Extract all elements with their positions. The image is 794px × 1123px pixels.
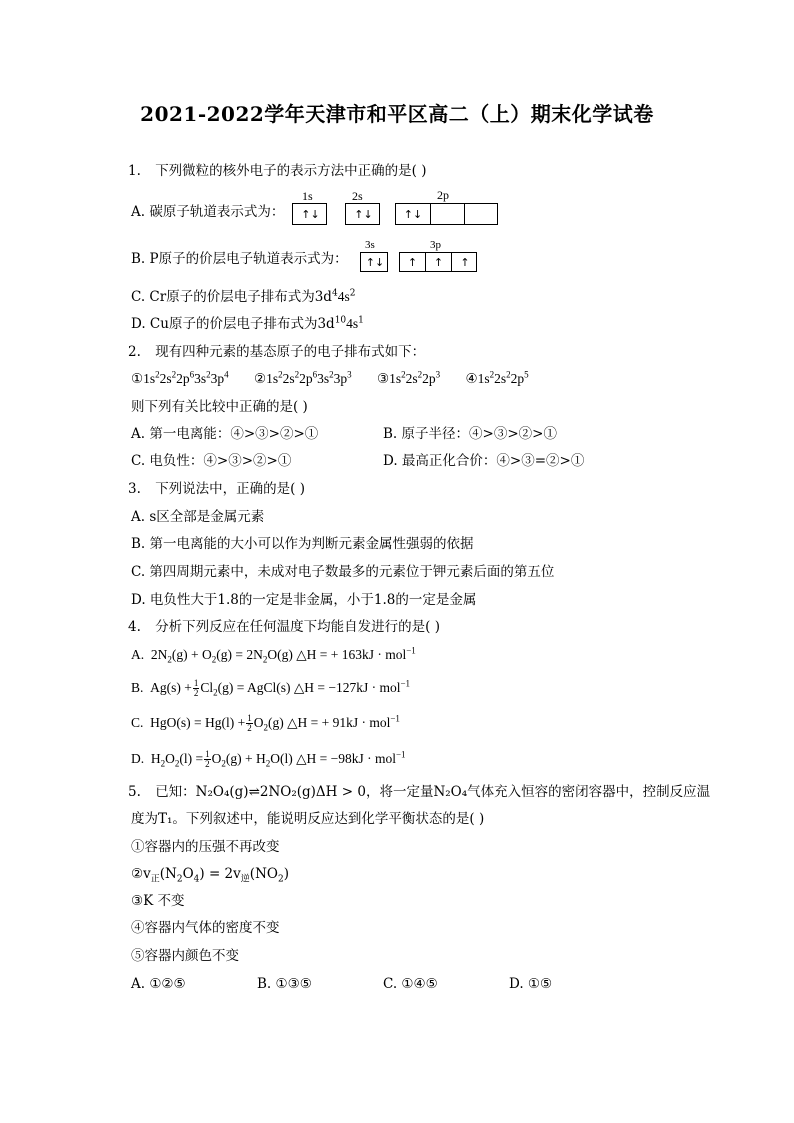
q5-s2-f: ) (283, 866, 289, 882)
q2-c3-s3: 3 (435, 369, 441, 380)
q1-b-arrows-3p-3: ↑ (460, 255, 470, 269)
q1-a-arrows-1s: ↑↓ (301, 207, 320, 221)
q2-option-a: A. 第一电离能：④>③>②>① (131, 426, 319, 442)
q5-s2-e: (NO (249, 866, 278, 882)
q5-s2-a: ②v (131, 866, 151, 882)
q4-c-t1: HgO(s) = Hg(l) + (150, 715, 246, 730)
q5-statement-2 (131, 865, 289, 883)
q2-c2-3s: 3s (317, 371, 330, 386)
q5-option-b: B. ①③⑤ (257, 976, 312, 992)
q4-d-t1: H (150, 751, 161, 766)
q1-b-label-3p: 3p (430, 239, 441, 251)
q2-config-3 (377, 371, 440, 386)
q1-d-text: D. Cu原子的价层电子排布式为3d (131, 316, 335, 332)
q1-a-label-2s: 2s (352, 189, 363, 203)
q4-a-t3: (g) = 2N (216, 647, 263, 662)
q4-b-sup: −1 (400, 678, 411, 689)
q4-b-fraction (193, 679, 200, 698)
q5-statement-5: ⑤容器内颜色不变 (131, 948, 239, 964)
q1-c-sup2: 2 (349, 288, 356, 299)
q4-a-sub1: 2 (167, 654, 172, 665)
q4-d-sup: −1 (395, 749, 406, 760)
q5-s2-sub4: 逆 (240, 874, 250, 885)
q4-d-sub4: 2 (265, 758, 271, 769)
q4-a-t2: (g) + O (171, 647, 212, 662)
q4-d-sub3: 2 (221, 758, 226, 769)
q4-b-t3: (g) = AgCl(s) △H = −127kJ · mol (217, 680, 401, 695)
q1-a-orbital-2s (345, 203, 380, 225)
q2-c2-s3: 6 (312, 369, 318, 380)
q4-d-sub1: 2 (160, 758, 166, 769)
q4-d-t3: (l) = (179, 751, 204, 766)
q3-number: 3. (128, 481, 141, 497)
q1-a-label-2p: 2p (437, 188, 449, 202)
q2-c4: ④1s (465, 371, 490, 386)
q4-a-sub2: 2 (211, 654, 217, 665)
q3-stem-text: 下列说法中，正确的是( ) (155, 481, 306, 497)
q1-a-arrows-2s: ↑↓ (354, 207, 373, 221)
q4-b-label: B. (131, 680, 144, 695)
q4-option-b (131, 679, 410, 698)
q1-d-sup1: 10 (334, 315, 347, 326)
q3-stem (128, 480, 305, 498)
q2-c2-2p: 2p (299, 371, 313, 386)
q4-a-sub3: 2 (262, 654, 268, 665)
q1-a-empty-2p-1 (431, 204, 465, 224)
q5-s2-sub3: 4 (193, 874, 200, 885)
q1-a-empty-2p-2 (465, 204, 499, 224)
q4-d-label: D. (131, 751, 145, 766)
q4-d-frac-num: 1 (205, 749, 210, 760)
q3-option-c: C. 第四周期元素中，未成对电子数最多的元素位于钾元素后面的第五位 (131, 564, 555, 580)
q1-option-b: B. P原子的价层电子轨道表示式为： (131, 251, 348, 267)
q2-c1-2s: 2s (159, 371, 172, 386)
q1-b-arrows-3s: ↑↓ (365, 255, 385, 269)
q1-option-c (131, 288, 355, 306)
q2-c2-s4: 2 (329, 369, 334, 380)
q2-c2-s5: 3 (347, 369, 352, 380)
q5-s2-c: O (182, 866, 194, 882)
q2-c3: ③1s (377, 371, 402, 386)
q4-option-c (131, 714, 400, 733)
q2-c3-2p: 2p (422, 371, 436, 386)
q2-c4-s2: 2 (506, 369, 511, 380)
q2-c2-3p: 3p (333, 371, 348, 386)
q2-ask: 则下列有关比较中正确的是( ) (131, 399, 308, 415)
q2-stem (128, 343, 425, 361)
q5-option-a: A. ①②⑤ (131, 976, 186, 992)
q2-c4-2s: 2s (494, 371, 507, 386)
q2-c1-s1: 2 (155, 369, 160, 380)
q5-option-d: D. ①⑤ (509, 976, 553, 992)
q5-s2-b: (N (159, 866, 177, 882)
q2-c2: ②1s (254, 371, 279, 386)
q2-number: 2. (128, 344, 141, 360)
q4-c-sup: −1 (390, 713, 400, 724)
q4-b-t2: Cl (200, 680, 214, 695)
q2-c1-2p: 2p (176, 371, 190, 386)
q2-configs (131, 370, 529, 388)
q1-b-label-3s: 3s (365, 239, 375, 251)
q4-a-label: A. (131, 647, 145, 662)
q2-config-1 (131, 371, 229, 386)
q5-number: 5. (128, 784, 141, 800)
q2-config-2 (254, 371, 352, 386)
q4-c-t2: O (253, 715, 264, 730)
q4-number: 4. (128, 619, 141, 635)
q4-a-t4: O(g) △H = + 163kJ · mol (267, 647, 407, 662)
q1-c-sup1: 4 (331, 288, 338, 299)
q4-c-frac-num: 1 (247, 713, 252, 724)
q2-c3-2s: 2s (405, 371, 418, 386)
q4-d-fraction (204, 750, 211, 769)
q1-a-label-1s: 1s (302, 189, 313, 203)
q3-option-d: D. 电负性大于1.8的一定是非金属，小于1.8的一定是金属 (131, 592, 477, 608)
q3-option-b: B. 第一电离能的大小可以作为判断元素金属性强弱的依据 (131, 536, 474, 552)
q3-option-a: A. s区全部是金属元素 (131, 509, 265, 525)
q5-option-c: C. ①④⑤ (383, 976, 438, 992)
q1-b-orbital-3s (360, 252, 388, 272)
q4-d-frac-den: 2 (205, 759, 210, 770)
q1-d-sup2: 1 (358, 315, 364, 326)
q5-statement-1: ①容器内的压强不再改变 (131, 839, 280, 855)
q2-c1-3p: 3p (210, 371, 225, 386)
q2-c4-s3: 5 (524, 369, 529, 380)
q4-d-t4: O (211, 751, 222, 766)
q2-c1: ①1s (131, 371, 156, 386)
q2-stem-text: 现有四种元素的基态原子的电子排布式如下： (155, 344, 426, 360)
q1-b-orbital-3p (399, 252, 477, 272)
q4-b-sub: 2 (213, 687, 218, 698)
q4-c-fraction (246, 714, 253, 733)
q2-c1-s3: 6 (189, 369, 195, 380)
q4-a-t1: 2N (150, 647, 168, 662)
q1-c-mid: 4s (337, 289, 350, 304)
q4-b-frac-num: 1 (193, 678, 199, 689)
q5-statement-4: ④容器内气体的密度不变 (131, 920, 280, 936)
page-title: 2021-2022学年天津市和平区高二（上）期末化学试卷 (140, 102, 654, 126)
q4-stem-text: 分析下列反应在任何温度下均能自发进行的是( ) (155, 619, 441, 635)
q5-s2-sub5: 2 (277, 874, 284, 885)
q2-c3-s1: 2 (401, 369, 406, 380)
q2-config-4 (466, 371, 529, 386)
q2-c4-2p: 2p (510, 371, 525, 386)
q2-c2-2s: 2s (282, 371, 295, 386)
q2-c1-s5: 4 (224, 369, 229, 380)
q5-stem-line1 (128, 783, 710, 801)
q1-number: 1. (128, 163, 141, 179)
q1-b-arrows-3p-2: ↑ (426, 253, 452, 271)
q5-s2-sub2: 2 (176, 874, 183, 885)
q1-stem-text: 下列微粒的核外电子的表示方法中正确的是( ) (155, 163, 427, 179)
q4-b-frac-den: 2 (193, 688, 199, 699)
q4-d-sub2: 2 (174, 758, 180, 769)
q1-a-arrows-2p: ↑↓ (396, 204, 431, 224)
q5-statement-3: ③K 不变 (131, 893, 185, 909)
q2-option-b: B. 原子半径：④>③>②>① (383, 426, 557, 442)
q4-option-d (131, 750, 406, 769)
q1-option-d (131, 315, 364, 333)
q1-option-a: A. 碳原子轨道表示式为： (131, 204, 285, 220)
q4-b-t1: Ag(s) + (150, 680, 192, 695)
q2-c1-3s: 3s (194, 371, 207, 386)
q2-c2-s1: 2 (278, 369, 283, 380)
q4-c-frac-den: 2 (247, 723, 252, 734)
q1-a-orbital-2p (395, 203, 498, 225)
q2-c1-s4: 2 (206, 369, 211, 380)
q5-stem-text1: 已知：N₂O₄(g)⇌2NO₂(g)ΔH > 0，将一定量N₂O₄气体充入恒容的密闭容器中，控制反应温 (155, 784, 711, 800)
q2-option-c: C. 电负性：④>③>②>① (131, 453, 292, 469)
q5-s2-sub1: 正 (150, 874, 160, 885)
q4-option-a (131, 646, 416, 664)
q1-c-text: C. Cr原子的价层电子排布式为3d (131, 289, 332, 305)
q2-c3-s2: 2 (417, 369, 423, 380)
q2-c2-s2: 2 (294, 369, 300, 380)
q4-c-sub: 2 (263, 722, 268, 733)
q1-stem (128, 162, 427, 180)
q4-c-t3: (g) △H = + 91kJ · mol (267, 715, 391, 730)
q4-d-t6: O(l) △H = −98kJ · mol (270, 751, 396, 766)
q5-s2-d: ) = 2v (199, 866, 241, 882)
q2-c1-s2: 2 (171, 369, 177, 380)
q1-d-mid: 4s (346, 316, 359, 331)
q5-stem-line2: 度为T₁。下列叙述中，能说明反应达到化学平衡状态的是( ) (131, 811, 485, 827)
q4-stem (128, 618, 440, 636)
q1-b-arrows-3p-1: ↑ (400, 253, 426, 271)
q2-option-d: D. 最高正化合价：④>③=②>① (383, 453, 585, 469)
q4-d-t2: O (165, 751, 175, 766)
q1-a-orbital-1s (292, 203, 327, 225)
q4-c-label: C. (131, 715, 144, 730)
q2-c4-s1: 2 (489, 369, 495, 380)
q4-a-sup: −1 (406, 645, 416, 656)
q4-d-t5: (g) + H (225, 751, 266, 766)
